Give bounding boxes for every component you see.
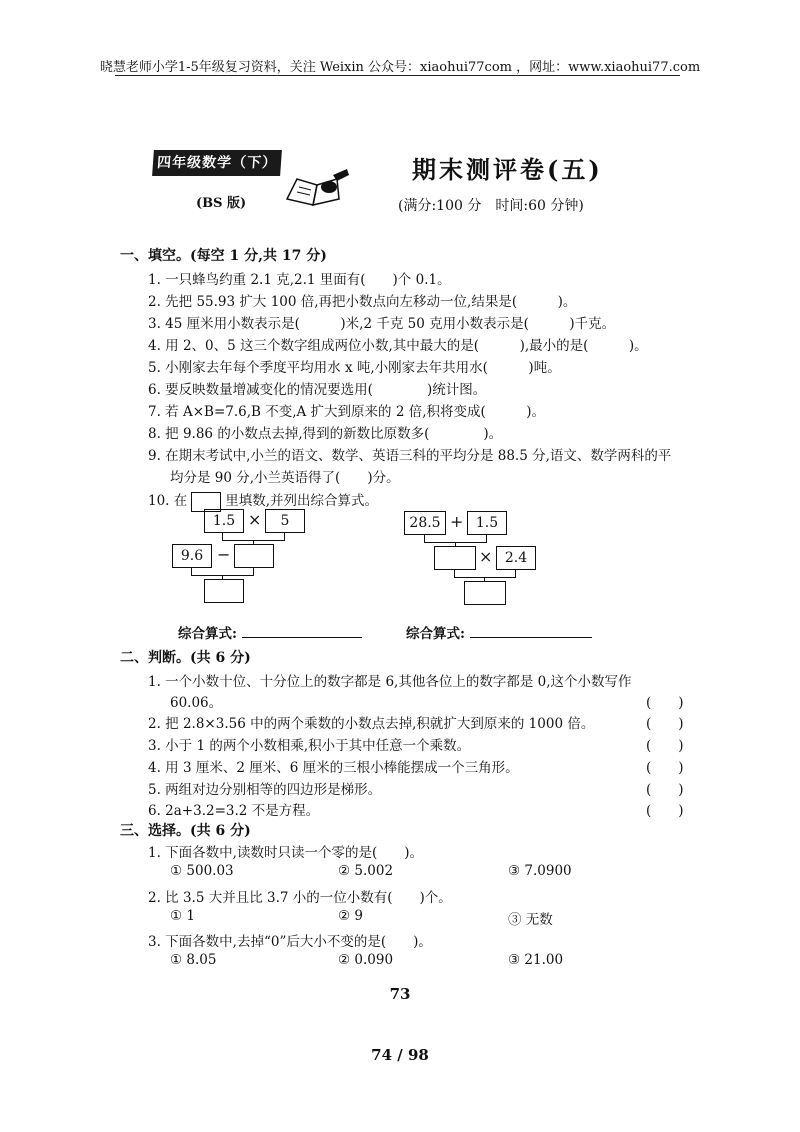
s2-item-2: 2. 把 2.8×3.56 中的两个乘数的小数点去掉,积就扩大到原来的 1000 倍。 [148,716,595,732]
s1-item-3: 3. 45 厘米用小数表示是( )米,2 千克 50 克用小数表示是( )千克。 [148,316,616,332]
right-box-b: 1.5 [467,511,507,535]
s2-item-5: 5. 两组对边分别相等的四边形是梯形。 [148,782,382,798]
score-time-info: (满分:100 分 时间:60 分钟) [398,198,584,214]
section2-heading: 二、判断。(共 6 分) [120,650,251,666]
s1-item-6: 6. 要反映数量增减变化的情况要选用( )统计图。 [148,382,487,398]
s1-item-5: 5. 小刚家去年每个季度平均用水 x 吨,小刚家去年共用水( )吨。 [148,360,561,376]
formula-label-right: 综合算式: [406,626,465,642]
s1-item-2: 2. 先把 55.93 扩大 100 倍,再把小数点向左移动一位,结果是( )。 [148,294,577,310]
s3-q3: 3. 下面各数中,去掉“0”后大小不变的是( )。 [148,934,432,950]
header-note: 晓慧老师小学1-5年级复习资料，关注 Weixin 公众号：xiaohui77com ，网址：www.xiaohui77.com [99,60,701,75]
s2-item-6: 6. 2a+3.2=3.2 不是方程。 [148,803,320,819]
s1-item-10-post: 里填数,并列出综合算式。 [225,493,379,509]
formula-line-right[interactable] [470,637,592,638]
section1-heading: 一、填空。(每空 1 分,共 17 分) [120,248,327,264]
left-box-b: 5 [265,509,305,533]
s2-item-3: 3. 小于 1 的两个小数相乘,积小于其中任意一个乘数。 [148,738,471,754]
left-box-c: 9.6 [172,544,212,568]
s1-item-7: 7. 若 A×B=7.6,B 不变,A 扩大到原来的 2 倍,积将变成( )。 [148,404,546,420]
s1-item-4: 4. 用 2、0、5 这三个数字组成两位小数,其中最大的是( ),最小的是( )。 [148,338,648,354]
s2-answer-2[interactable]: ( ) [646,716,684,732]
book-page-number: 73 [389,985,411,1003]
s2-item-1-cont: 60.06。 [170,695,223,711]
left-box-result1[interactable] [234,544,274,568]
left-box-a: 1.5 [204,509,244,533]
s1-item-10-pre: 10. 在 [148,493,188,509]
s1-item-1: 1. 一只蜂鸟约重 2.1 克,2.1 里面有( )个 0.1。 [148,272,451,288]
s2-answer-1[interactable]: ( ) [646,695,684,711]
edition-label: (BS 版) [196,196,247,211]
s1-item-10 [148,489,378,512]
s1-item-9-cont: 均分是 90 分,小兰英语得了( )分。 [170,470,400,486]
s1-item-9: 9. 在期末考试中,小兰的语文、数学、英语三科的平均分是 88.5 分,语文、数学两科的平 [148,448,672,464]
section3-heading: 三、选择。(共 6 分) [120,823,251,839]
header-divider [115,75,680,76]
left-box-final[interactable] [204,579,244,603]
right-plus-sign: + [450,512,464,531]
right-box-c: 2.4 [496,546,536,570]
s2-item-4: 4. 用 3 厘米、2 厘米、6 厘米的三根小棒能摆成一个三角形。 [148,760,519,776]
s3-q2-opt1[interactable]: ① 1 [170,908,195,924]
s3-q2-opt2[interactable]: ② 9 [338,908,363,924]
s2-answer-5[interactable]: ( ) [646,782,684,798]
right-times-sign: × [479,547,493,566]
s3-q1: 1. 下面各数中,读数时只读一个零的是( )。 [148,845,423,861]
s2-answer-4[interactable]: ( ) [646,760,684,776]
s3-q1-opt3[interactable]: ③ 7.0900 [508,863,572,879]
s3-q1-opt2[interactable]: ② 5.002 [338,863,394,879]
s3-q2-opt3[interactable]: ③ 无数 [508,912,553,928]
s3-q3-opt3[interactable]: ③ 21.00 [508,952,564,968]
right-box-final[interactable] [464,581,506,605]
exam-title: 期末测评卷(五) [412,155,603,184]
grade-badge: 四年级数学（下） [152,150,282,176]
s1-item-8: 8. 把 9.86 的小数点去掉,得到的新数比原数多( )。 [148,426,503,442]
left-times-sign: × [248,510,262,529]
right-box-result1[interactable] [434,546,476,570]
s3-q3-opt2[interactable]: ② 0.090 [338,952,394,968]
formula-label-left: 综合算式: [178,626,237,642]
formula-line-left[interactable] [242,637,362,638]
s3-q2: 2. 比 3.5 大并且比 3.7 小的一位小数有( )个。 [148,890,452,906]
s2-answer-3[interactable]: ( ) [646,738,684,754]
s3-q1-opt1[interactable]: ① 500.03 [170,863,234,879]
right-box-a: 28.5 [404,511,446,535]
book-illustration [283,165,355,213]
s2-item-1: 1. 一个小数十位、十分位上的数字都是 6,其他各位上的数字都是 0,这个小数写作 [148,674,632,690]
left-minus-sign: − [217,545,231,564]
s2-answer-6[interactable]: ( ) [646,803,684,819]
s3-q3-opt1[interactable]: ① 8.05 [170,952,217,968]
pdf-pagination: 74 / 98 [371,1046,429,1064]
